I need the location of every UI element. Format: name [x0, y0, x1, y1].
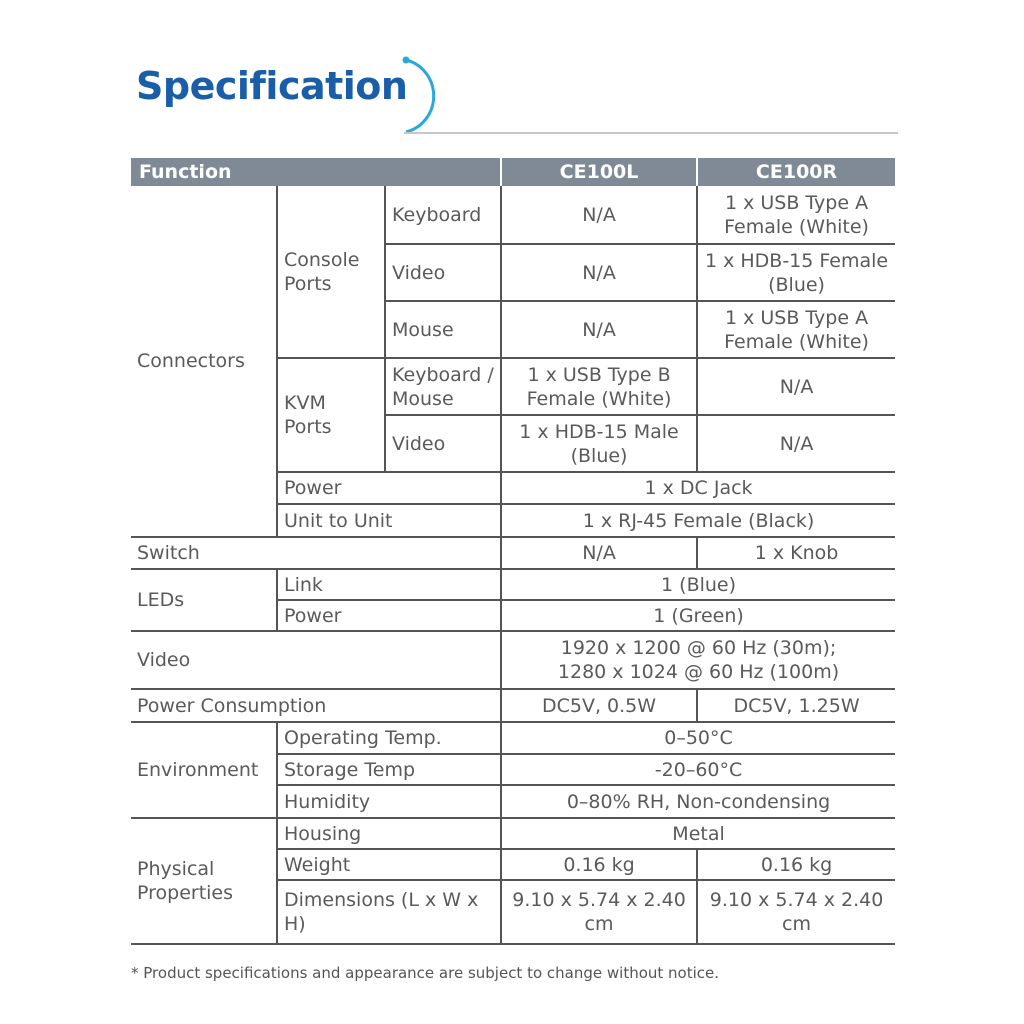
- power-consumption-label: Power Consumption: [131, 689, 501, 722]
- kvm-keyboard-mouse-ce100r: N/A: [697, 358, 895, 415]
- dimensions-ce100l: 9.10 x 5.74 x 2.40 cm: [501, 880, 697, 944]
- connector-power-value: 1 x DC Jack: [501, 472, 895, 504]
- power-consumption-ce100l: DC5V, 0.5W: [501, 689, 697, 722]
- kvm-keyboard-mouse-ce100l: 1 x USB Type B Female (White): [501, 358, 697, 415]
- console-keyboard-label: Keyboard: [385, 186, 501, 244]
- console-video-ce100l: N/A: [501, 244, 697, 301]
- footnote: * Product specifications and appearance are subject to change without notice.: [131, 964, 720, 982]
- console-video-ce100r: 1 x HDB-15 Female (Blue): [697, 244, 895, 301]
- housing-value: Metal: [501, 818, 895, 849]
- video-line-1: 1920 x 1200 @ 60 Hz (30m);: [560, 637, 837, 659]
- header-function: Function: [131, 158, 501, 186]
- spec-table: [131, 158, 895, 945]
- page-title: Specification: [136, 64, 408, 108]
- storage-temp-value: -20–60°C: [501, 754, 895, 785]
- video-value: [501, 631, 895, 689]
- header-ce100r: CE100R: [697, 158, 895, 186]
- table-row: [131, 722, 895, 754]
- led-power-value: 1 (Green): [501, 600, 895, 631]
- table-row: [131, 631, 895, 689]
- table-row: [131, 537, 895, 569]
- led-link-value: 1 (Blue): [501, 569, 895, 600]
- operating-temp-label: Operating Temp.: [277, 722, 501, 754]
- weight-label: Weight: [277, 849, 501, 880]
- table-row: [131, 818, 895, 849]
- console-mouse-ce100l: N/A: [501, 301, 697, 358]
- switch-label: Switch: [131, 537, 501, 569]
- dimensions-ce100r: 9.10 x 5.74 x 2.40 cm: [697, 880, 895, 944]
- kvm-keyboard-mouse-label: Keyboard / Mouse: [385, 358, 501, 415]
- dimensions-label: Dimensions (L x W x H): [277, 880, 501, 944]
- arc-decoration-icon: [396, 54, 456, 138]
- kvm-video-ce100l: 1 x HDB-15 Male (Blue): [501, 415, 697, 472]
- console-ports-label: Console Ports: [277, 186, 385, 358]
- operating-temp-value: 0–50°C: [501, 722, 895, 754]
- video-label: Video: [131, 631, 501, 689]
- physical-label: Physical Properties: [131, 818, 277, 944]
- housing-label: Housing: [277, 818, 501, 849]
- console-keyboard-ce100r: 1 x USB Type A Female (White): [697, 186, 895, 244]
- humidity-label: Humidity: [277, 785, 501, 818]
- console-keyboard-ce100l: N/A: [501, 186, 697, 244]
- led-link-label: Link: [277, 569, 501, 600]
- unit-to-unit-label: Unit to Unit: [277, 504, 501, 537]
- table-row: [131, 569, 895, 600]
- environment-label: Environment: [131, 722, 277, 818]
- kvm-video-label: Video: [385, 415, 501, 472]
- header-ce100l: CE100L: [501, 158, 697, 186]
- console-mouse-ce100r: 1 x USB Type A Female (White): [697, 301, 895, 358]
- table-row: [131, 186, 895, 244]
- leds-label: LEDs: [131, 569, 277, 631]
- kvm-ports-label: KVM Ports: [277, 358, 385, 472]
- humidity-value: 0–80% RH, Non-condensing: [501, 785, 895, 818]
- power-consumption-ce100r: DC5V, 1.25W: [697, 689, 895, 722]
- console-video-label: Video: [385, 244, 501, 301]
- weight-ce100r: 0.16 kg: [697, 849, 895, 880]
- video-line-2: 1280 x 1024 @ 60 Hz (100m): [557, 661, 840, 683]
- weight-ce100l: 0.16 kg: [501, 849, 697, 880]
- connector-power-label: Power: [277, 472, 501, 504]
- title-underline: [404, 132, 898, 134]
- switch-ce100l: N/A: [501, 537, 697, 569]
- console-mouse-label: Mouse: [385, 301, 501, 358]
- kvm-video-ce100r: N/A: [697, 415, 895, 472]
- table-row: [131, 689, 895, 722]
- storage-temp-label: Storage Temp: [277, 754, 501, 785]
- led-power-label: Power: [277, 600, 501, 631]
- unit-to-unit-value: 1 x RJ-45 Female (Black): [501, 504, 895, 537]
- connectors-label: Connectors: [137, 350, 245, 372]
- table-header-row: [131, 158, 895, 186]
- switch-ce100r: 1 x Knob: [697, 537, 895, 569]
